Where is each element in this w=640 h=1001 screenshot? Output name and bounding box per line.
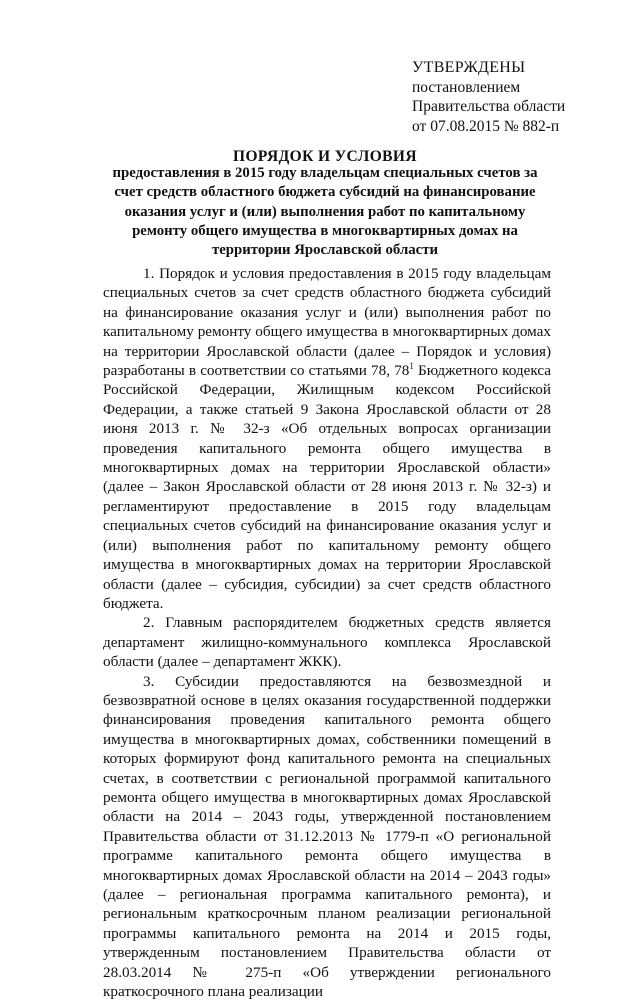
document-title: ПОРЯДОК И УСЛОВИЯ [233, 148, 417, 165]
paragraph-3: 3. Субсидии предоставляются на безвозмездной и безвозвратной основе в целях оказания государственной поддержки финансирования проведения капитального ремонта общего имущества в многоквартирных домах, собственники помещений в которых формируют фонд капитального ремонта на специальных счетах, в соответствии с региональной программой капитального ремонта общего имущества в многоквартирных домах Ярославской области на 2014 – 2043 годы, утвержденной постановлением Правительства области от 31.12.2013 № 1779-п «О региональной программе капитального ремонта общего имущества в многоквартирных домах Ярославской области на 2014 – 2043 годы» (далее – региональная программа капитального ремонта), и региональным краткосрочным планом реализации региональной программы капитального ремонта на 2014 и 2015 годы, утвержденным постановлением Правительства области от 28.03.2014 № 275-п «Об утверждении регионального краткосрочного плана реализации [103, 672, 551, 1001]
paragraph-1-text-b: Бюджетного кодекса Российской Федерации, Жилищным кодексом Российской Федерации, а также статьей 9 Закона Ярославской области от 28 июня 2013 г. № 32-з «Об отдельных вопросах организации проведения капитального ремонта общего имущества в многоквартирных домах на территории Ярославской области» (далее – Закон Ярославской области от 28 июня 2013 г. № 32-з) и регламентируют предоставление в 2015 году владельцам специальных счетов субсидий на финансирование оказания услуг и (или) выполнения работ по капитальному ремонту общего имущества в многоквартирных домах на территории Ярославской области (далее – субсидия, субсидии) за счет средств областного бюджета. [103, 362, 551, 612]
approval-heading: УТВЕРЖДЕНЫ [412, 59, 526, 76]
paragraph-1-text-a: 1. Порядок и условия предоставления в 2015 году владельцам специальных счетов за счет средств областного бюджета субсидий на финансирование оказания услуг и (или) выполнения работ по капитальному ремонту общего имущества в многоквартирных домах на территории Ярославской области (далее – Порядок и условия) разработаны в соответствии со статьями 78, 78 [103, 265, 551, 380]
document-subtitle: предоставления в 2015 году владельцам специальных счетов за счет средств областного бюджета субсидий на финансирование оказания услуг и (или) выполнения работ по капитальному ремонту общего имущества в многоквартирных домах на территории Ярославской области [112, 165, 538, 259]
approval-stamp [412, 58, 632, 136]
paragraph-1 [103, 264, 551, 613]
document-body [103, 264, 551, 1001]
paragraph-2: 2. Главным распорядителем бюджетных средств является департамент жилищно-коммунального комплекса Ярославской области (далее – департамент ЖКК). [103, 614, 551, 671]
approval-line-2: постановлением [412, 78, 521, 96]
approval-line-3: Правительства области [412, 98, 566, 115]
approval-line-4: от 07.08.2015 № 882-п [412, 117, 560, 135]
paragraph-1-superscript: 1 [409, 361, 414, 372]
